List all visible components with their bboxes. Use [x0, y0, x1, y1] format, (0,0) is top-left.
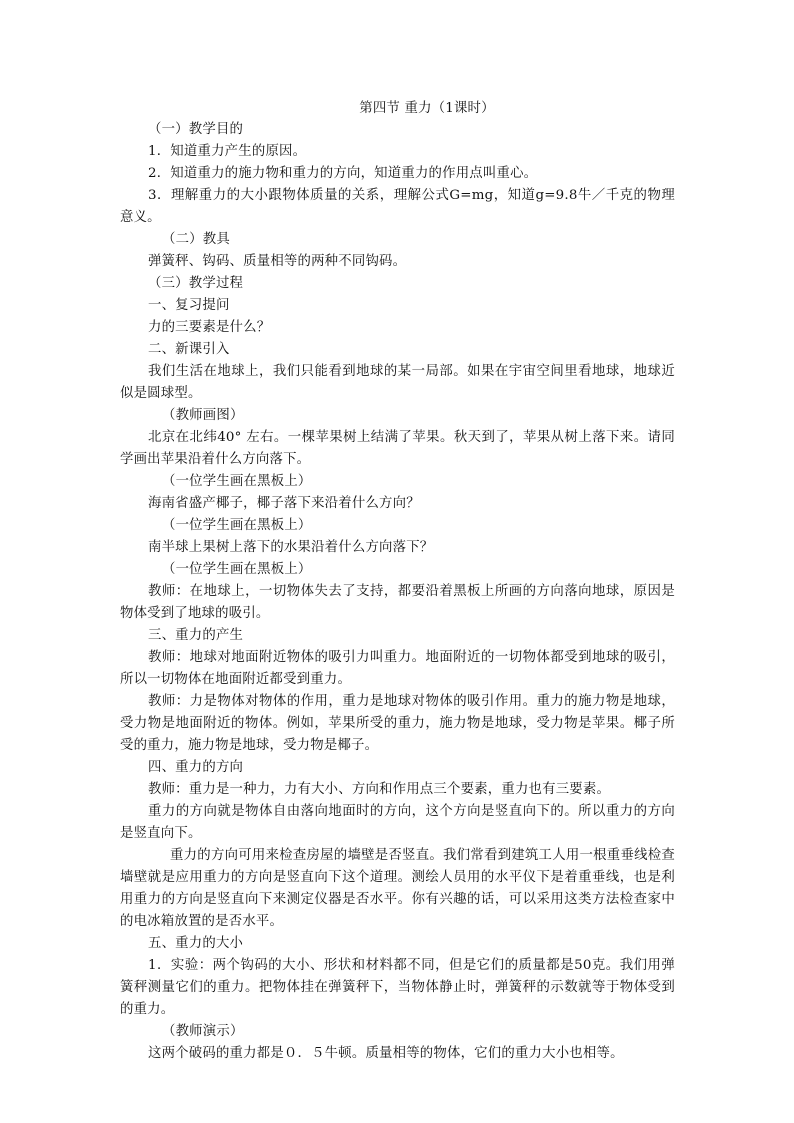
section-heading: 四、重力的方向	[148, 760, 244, 775]
paragraph: 教师：地球对地面附近物体的吸引力叫重力。地面附近的一切物体都受到地球的吸引，所以一切物体在地面附近都受到重力。	[120, 650, 675, 687]
paragraph: （一位学生画在黑板上）	[162, 474, 312, 489]
paragraph: 教师：重力是一种力，力有大小、方向和作用点三个要素，重力也有三要素。	[148, 782, 611, 797]
paragraph: 力的三要素是什么？	[148, 320, 271, 335]
section-heading: （一）教学目的	[148, 122, 244, 137]
paragraph: 3．理解重力的大小跟物体质量的关系，理解公式G=mg，知道g=9.8牛／千克的物理意义。	[120, 188, 675, 225]
paragraph: （一位学生画在黑板上）	[162, 562, 312, 577]
paragraph: 北京在北纬40° 左右。一棵苹果树上结满了苹果。秋天到了，苹果从树上落下来。请同学画出苹果沿着什么方向落下。	[120, 430, 675, 467]
paragraph: 这两个破码的重力都是０．５牛顿。质量相等的物体，它们的重力大小也相等。	[148, 1046, 624, 1061]
section-heading: 五、重力的大小	[148, 936, 244, 951]
paragraph: （教师画图）	[162, 408, 244, 423]
paragraph: 重力的方向可用来检查房屋的墙壁是否竖直。我们常看到建筑工人用一根重垂线检查墙壁就是应用重力的方向是竖直向下这个道理。测绘人员用的水平仪下是着重垂线，也是利用重力的方向是竖直向下来测定仪器是否水平。你有兴趣的话，可以采用这类方法检查家中的电冰箱放置的是否水平。	[120, 848, 675, 929]
paragraph: 教师：在地球上，一切物体失去了支持，都要沿着黑板上所画的方向落向地球，原因是物体受到了地球的吸引。	[120, 584, 675, 621]
paragraph: 1．实验：两个钩码的大小、形状和材料都不同，但是它们的质量都是50克。我们用弹簧秤测量它们的重力。把物体挂在弹簧秤下，当物体静止时，弹簧秤的示数就等于物体受到的重力。	[120, 958, 675, 1017]
section-heading: （三）教学过程	[148, 276, 244, 291]
document-body	[120, 119, 675, 1065]
section-heading: （二）教具	[162, 232, 230, 247]
paragraph: 重力的方向就是物体自由落向地面时的方向，这个方向是竖直向下的。所以重力的方向是竖直向下。	[120, 804, 675, 841]
paragraph: 海南省盛产椰子，椰子落下来沿着什么方向？	[148, 496, 420, 511]
section-heading: 三、重力的产生	[148, 628, 244, 643]
paragraph: 1．知道重力产生的原因。	[148, 144, 307, 159]
paragraph: 我们生活在地球上，我们只能看到地球的某一局部。如果在宇宙空间里看地球，地球近似是圆球型。	[120, 364, 675, 401]
paragraph: （一位学生画在黑板上）	[162, 518, 312, 533]
section-heading: 一、复习提问	[148, 298, 230, 313]
paragraph: 弹簧秤、钩码、质量相等的两种不同钩码。	[148, 254, 407, 269]
section-heading: 二、新课引入	[148, 342, 230, 357]
document-title: 第四节 重力（1课时）	[359, 101, 495, 116]
paragraph: 教师：力是物体对物体的作用，重力是地球对物体的吸引作用。重力的施力物是地球，受力物是地面附近的物体。例如，苹果所受的重力，施力物是地球，受力物是苹果。椰子所受的重力，施力物是地球，受力物是椰子。	[120, 694, 675, 753]
paragraph: （教师演示）	[162, 1024, 244, 1039]
paragraph: 2．知道重力的施力物和重力的方向，知道重力的作用点叫重心。	[148, 166, 538, 181]
paragraph: 南半球上果树上落下的水果沿着什么方向落下？	[148, 540, 434, 555]
